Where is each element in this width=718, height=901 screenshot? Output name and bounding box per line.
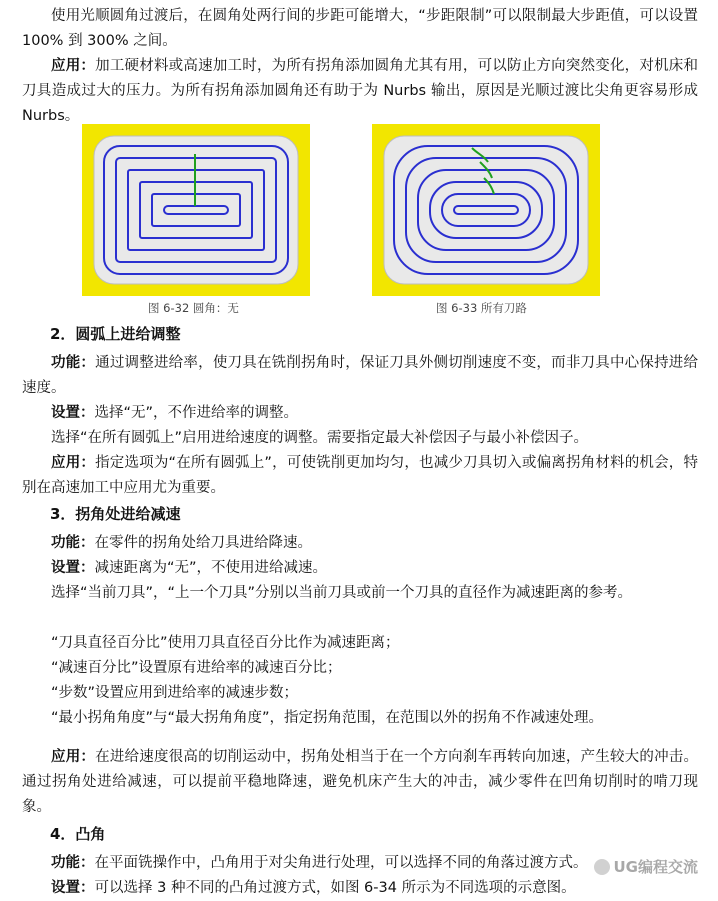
section-3-setting: 设置：减速距离为“无”，不使用进给减速。 xyxy=(51,560,328,576)
section-2-heading: 2．圆弧上进给调整 xyxy=(50,325,181,343)
section-2-setting-detail: 选择“在所有圆弧上”启用进给速度的调整。需要指定最大补偿因子与最小补偿因子。 xyxy=(51,430,589,446)
section-3-tool-reference: 选择“当前刀具”，“上一个刀具”分别以当前刀具或前一个刀具的直径作为减速距离的参考。 xyxy=(51,585,633,601)
section-2-setting: 设置：选择“无”，不作进给率的调整。 xyxy=(51,405,299,421)
section-3-tool-diameter-percent: “刀具直径百分比”使用刀具直径百分比作为减速距离； xyxy=(51,635,400,651)
section-3-application: 应用：在进给速度很高的切削运动中，拐角处相当于在一个方向刹车再转向加速，产生较大的冲击。通过拐角处进给减速，可以提前平稳地降速，避免机床产生大的冲击，减少零件在凹角切削时的啃刀现象。 xyxy=(22,749,699,815)
figure-6-33-caption: 图 6-33 所有刀路 xyxy=(436,301,527,315)
section-2-function: 功能：通过调整进给率，使刀具在铣削拐角时，保证刀具外侧切削速度不变，而非刀具中心保持进给速度。 xyxy=(22,355,699,396)
section-3-slowdown-percent: “减速百分比”设置原有进给率的减速百分比； xyxy=(51,660,342,676)
section-4-function: 功能：在平面铣操作中，凸角用于对尖角进行处理，可以选择不同的角落过渡方式。 xyxy=(51,855,588,871)
wechat-icon xyxy=(594,859,610,875)
section-2-application: 应用：指定选项为“在所有圆弧上”，可使铣削更加均匀，也减少刀具切入或偏离拐角材料的机会，特别在高速加工中应用尤为重要。 xyxy=(22,455,698,496)
figure-6-33-all-paths xyxy=(372,124,600,296)
paragraph-application-1: 应用：加工硬材料或高速加工时，为所有拐角添加圆角尤其有用，可以防止方向突然变化，对机床和刀具造成过大的压力。为所有拐角添加圆角还有助于为 Nurbs 输出，原因是光顺过渡比尖角更容易形成 Nurbs。 xyxy=(22,58,699,124)
figure-6-32-caption: 图 6-32 圆角：无 xyxy=(148,301,239,315)
section-3-corner-angles: “最小拐角角度”与“最大拐角角度”，指定拐角范围，在范围以外的拐角不作减速处理。 xyxy=(51,710,604,726)
section-4-setting: 设置：可以选择 3 种不同的凸角过渡方式，如图 6-34 所示为不同选项的示意图。 xyxy=(51,880,576,896)
section-3-steps: “步数”设置应用到进给率的减速步数； xyxy=(51,685,299,701)
watermark-text: UG编程交流 xyxy=(613,858,698,876)
figure-6-32-corner-none xyxy=(82,124,310,296)
watermark xyxy=(594,856,699,877)
paragraph-step-limit: 使用光顺圆角过渡后，在圆角处两行间的步距可能增大，“步距限制”可以限制最大步距值，可以设置 100% 到 300% 之间。 xyxy=(22,8,698,49)
section-3-function: 功能：在零件的拐角处给刀具进给降速。 xyxy=(51,535,312,551)
section-3-heading: 3．拐角处进给减速 xyxy=(50,505,181,523)
section-4-heading: 4．凸角 xyxy=(50,825,106,843)
